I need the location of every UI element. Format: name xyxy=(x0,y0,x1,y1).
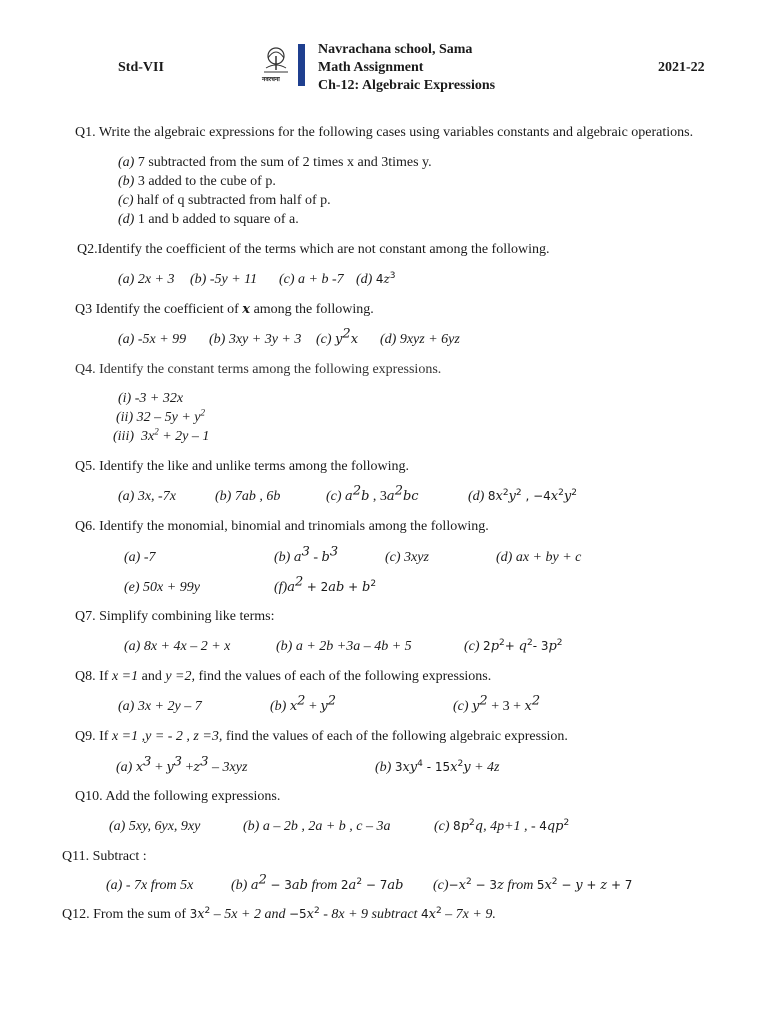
q4-item-i: (i) -3 + 32x xyxy=(118,391,184,406)
q8-option-c: (c) $y^2 + 3 + x^2$ xyxy=(453,693,541,714)
q8-text: Q8. If x =1 and y =2, find the values of each of the following expressions. xyxy=(75,669,492,684)
q6-option-c: (c) 3xyz xyxy=(385,550,429,565)
q4-text: Q4. Identify the constant terms among the following expressions. xyxy=(75,362,442,377)
q3-option-c: (c) $y^2x$ xyxy=(316,326,359,347)
q11-option-b: (b) $a^2 - 3ab$ from $2a^2 - 7ab$ xyxy=(231,872,404,893)
q3-option-d: (d) 9xyz + 6yz xyxy=(380,332,460,347)
q6-option-b: (b) $a^3 - b^3$ xyxy=(274,544,339,565)
q1-item-b: (b) 3 added to the cube of p. xyxy=(118,174,276,189)
q9-option-a: (a) $x^3 + y^3 +z^3 - 3xyz$ xyxy=(116,754,248,775)
q3-text: Q3 Identify the coefficient of x among the following. xyxy=(75,302,374,317)
grade-label: Std-VII xyxy=(118,60,164,75)
q11-option-c: $(c)-x^2 - 3z$ from $5x^2 - y + z + 7$ xyxy=(433,877,633,893)
q2-option-d: (d) $4z^3$ xyxy=(356,271,396,287)
q2-option-c: (c) a + b -7 xyxy=(279,272,344,287)
q8-option-a: (a) 3x + 2y – 7 xyxy=(118,699,202,714)
q3-option-a: (a) -5x + 99 xyxy=(118,332,187,347)
q5-option-c: (c) $a^2b$ , $3a^2bc$ xyxy=(326,483,419,504)
q10-text: Q10. Add the following expressions. xyxy=(75,789,281,804)
q6-text: Q6. Identify the monomial, binomial and trinomials among the following. xyxy=(75,519,489,534)
q12-text: Q12. From the sum of $3x^2 - 5x + 2$ and $-5x^2 - 8x + 9$ subtract $4x^2 - 7x + 9$. xyxy=(62,906,496,922)
q9-option-b: (b) $3xy^4 - 15x^2y + 4z$ xyxy=(375,759,500,775)
academic-year: 2021-22 xyxy=(658,60,705,75)
q11-option-a: (a) - 7x from 5x xyxy=(106,878,194,893)
q10-option-a: (a) 5xy, 6yx, 9xy xyxy=(109,819,201,834)
q9-text: Q9. If x =1 ,y = - 2 , z =3, find the values of each of the following algebraic expression. xyxy=(75,729,568,744)
assignment-title: Math Assignment xyxy=(318,60,424,75)
q5-option-a: (a) 3x, -7x xyxy=(118,489,176,504)
q10-option-b: (b) a – 2b , 2a + b , c – 3a xyxy=(243,819,391,834)
q6-option-d: (d) ax + by + c xyxy=(496,550,582,565)
q4-item-iii: (iii) $3x^2 + 2y - 1$ xyxy=(113,426,210,444)
q1-item-c: (c) half of q subtracted from half of p. xyxy=(118,193,331,208)
q4-item-ii: (ii) $32 - 5y + y^2$ xyxy=(116,407,205,425)
q10-option-c: (c) $8p^2q$, 4p+1 , - $4qp^2$ xyxy=(434,818,570,834)
q7-option-a: (a) 8x + 4x – 2 + x xyxy=(124,639,231,654)
q11-text: Q11. Subtract : xyxy=(62,849,147,864)
q2-option-b: (b) -5y + 11 xyxy=(190,272,258,287)
q1-item-a: (a) 7 subtracted from the sum of 2 times x and 3times y. xyxy=(118,155,432,170)
logo-text: नवरचना xyxy=(262,76,280,83)
q7-option-c: (c) $2p^2+ q^2-$ $3p^2$ xyxy=(464,638,563,654)
q2-text: Q2.Identify the coefficient of the terms which are not constant among the following. xyxy=(77,242,550,257)
q8-option-b: (b) $x^2 + y^2$ xyxy=(270,693,336,714)
chapter-title: Ch-12: Algebraic Expressions xyxy=(318,78,496,93)
q6-option-f: $(f)a^2 + 2ab + b^2$ xyxy=(274,574,377,595)
q1-item-d: (d) 1 and b added to square of a. xyxy=(118,212,299,227)
q5-option-b: (b) 7ab , 6b xyxy=(215,489,281,504)
q7-text: Q7. Simplify combining like terms: xyxy=(75,609,275,624)
q5-text: Q5. Identify the like and unlike terms among the following. xyxy=(75,459,409,474)
school-name: Navrachana school, Sama xyxy=(318,42,473,57)
q2-option-a: (a) 2x + 3 xyxy=(118,272,175,287)
q3-option-b: (b) 3xy + 3y + 3 xyxy=(209,332,302,347)
q5-option-d: (d) $8x^2y^2$ , $-4x^2y^2$ xyxy=(468,488,577,504)
q7-option-b: (b) a + 2b +3a – 4b + 5 xyxy=(276,639,412,654)
q1-text: Q1. Write the algebraic expressions for the following cases using variables constants and algebraic operations. xyxy=(75,125,694,140)
q6-option-a: (a) -7 xyxy=(124,550,156,565)
q6-option-e: (e) 50x + 99y xyxy=(124,580,200,595)
school-logo xyxy=(262,42,312,88)
